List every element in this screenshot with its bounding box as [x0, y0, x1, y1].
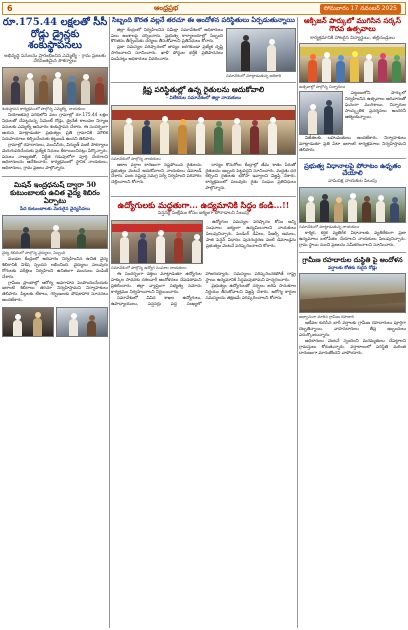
story-paragraph: మండల కేంద్రంలో ఆదివారం నిర్వహించిన ఉచిత వైద్య శిబిరానికి విశేష స్పందన లభించింది. వైద్యులు పలువురు రోగులకు పరీక్షలు నిర్వహించి ఉచితంగా మందులు పంపిణీ చేశారు.: [2, 256, 108, 280]
story-paragraph: ధాన్యం కొనుగోలు కేంద్రాల్లో తేమ శాతం పేరుతో రైతులను ఇబ్బంది పెట్టవద్దని సూచించారు. మద్దతు ధర కల్పించి రైతులకు భరోసా ఇవ్వాలని విజ్ఞప్తి చేశారు. కార్యక్రమంలో పలువురు రైతు సంఘం ప్రతినిధులు పాల్గొన్నారు.: [205, 162, 296, 192]
story-headline: ఉద్యోగులకు మద్దతుగా... ఉద్యమానికి సిద్ధం కండి...!!: [117, 199, 290, 210]
news-story: [299, 257, 406, 357]
photo-caption: ఉత్సవాల్లో పాల్గొన్న చిన్నారులు: [299, 84, 346, 90]
story-subheadline: అభివృద్ధి పనులను ప్రారంభించిన ఎమ్మెల్యే - గ్రామ ప్రజలకు వేగవంతమైన సౌకర్యాలు: [4, 53, 106, 65]
story-paragraph: కార్మిక, కర్షక వ్యతిరేక విధానాలకు వ్యతిరేకంగా ప్రజా ఉద్యమాలు బలోపేతం చేయాలని నాయకులు పిలుపునిచ్చారు. గ్రామ స్థాయి నుంచి ప్రజలను సమీకరించాలని సూచించారు.: [299, 230, 406, 248]
story-paragraph: ప్రభుత్వం ఉద్యోగులతో చర్చలు జరిపి సానుకూల నిర్ణయం తీసుకోవాలని విజ్ఞప్తి చేశారు. ఆరోగ్య కార్డుల సమస్యలను తక్షణమే పరిష్కరించాలని కోరారు.: [205, 283, 296, 301]
news-story: [299, 17, 406, 154]
photo-caption: సమావేశంలో పాల్గొన్న ఉద్యోగ సంఘాల నాయకులు: [111, 264, 187, 270]
story-headline: ఆక్సిజన్ పార్కులో ముగిసిన సర్కస్ గౌరవ ఉత్సవాలు: [303, 16, 402, 34]
news-photo: [2, 307, 54, 337]
story-subheadline: పేద కుటుంబాలకు మెరుగైన వైద్యసేవలు: [20, 207, 90, 212]
news-story: [299, 163, 406, 249]
story-paragraph: ఉద్యోగుల సమస్యల పరిష్కారం కోసం అన్ని సంఘాలు ఐక్యంగా ఉద్యమించాలని నాయకులు పిలుపునిచ్చారు. పెండింగ్ డీఏలు, పీఆర్సీ అమలు, పాత పెన్షన్ విధానం పునరుద్ధరణ వంటి డిమాండ్లను ప్రభుత్వం వెంటనే పరిష్కరించాలని కోరారు.: [206, 219, 296, 249]
story-divider: [2, 176, 108, 177]
story-body: [345, 91, 406, 135]
news-photo: [111, 220, 203, 264]
story-headline: క్లిష్ట పరిస్థితుల్లో ఉన్న రైతులను ఆదుకోవాలి: [142, 85, 265, 95]
story-subheadline: వర్షాలకు కోతకు గురైన రోడ్లు: [328, 265, 377, 271]
story-paragraph: ఇటీవల కురిసిన భారీ వర్షాలకు గ్రామీణ రహదారులు పూర్తిగా దెబ్బతిన్నాయి. వాహనదారులు తీవ్ర ఇబ్బందులు ఎదుర్కొంటున్నారు.: [299, 321, 406, 339]
column-divider: [109, 17, 110, 628]
photo-caption: సమావేశంలో పాల్గొన్న నాయకులు: [111, 155, 161, 161]
story-body: [299, 321, 406, 357]
story-headline: గ్రామీణ రహదారుల దుస్థితి పై ఆందోళన: [302, 256, 403, 265]
story-paragraph: అధికారులు వెంటనే స్పందించి మరమ్మతులు చేపట్టాలని గ్రామస్తులు కోరుతున్నారు. వర్షాకాలంలో పరిస్థితి మరింత దారుణంగా మారుతోందని వాపోయారు.: [299, 339, 406, 357]
news-photo: [2, 215, 108, 249]
photo-caption: వైద్య శిబిరంలో పాల్గొన్న వైద్యులు, సిబ్బంది: [2, 249, 66, 255]
photo-caption: అధ్వానంగా మారిన గ్రామీణ రహదారి: [299, 314, 354, 320]
news-photo: [299, 43, 406, 83]
story-body: [2, 113, 108, 172]
column-divider: [297, 17, 298, 628]
story-paragraph: ఈ సందర్భంగా వక్తలు మాట్లాడుతూ ఉద్యోగుల హక్కుల సాధనకు దశలవారీ ఆందోళనలు చేపడతామని ప్రకటించారు. జిల్లా వ్యాప్తంగా సభ్యత్వ నమోదు కార్యక్రమం నిర్వహించాలని నిర్ణయించారు.: [111, 272, 202, 295]
story-paragraph: సమావేశంలో వివిధ శాఖల ఉద్యోగులు, ఉపాధ్యాయులు, పెన్షనర్లు పెద్ద సంఖ్యలో హాజరయ్యారు. సమస్యలు పరిష్కరించకపోతే రాష్ట్ర స్థాయి ఉద్యమానికి సిద్ధమవుతామని హెచ్చరించారు.: [111, 272, 296, 307]
story-headline: సిబ్బంది కొరత వల్లనే తరచూ ఈ ఆందోళన పరిస్థితులు ఏర్పడుతున్నాయి: [112, 16, 295, 24]
issue-date: సోమవారం 17 నవంబర్ 2025: [320, 4, 401, 14]
story-body: [111, 28, 223, 78]
news-story: [111, 201, 296, 308]
story-subheadline: పెన్షనర్ల సంక్షేమం కోసం ఐక్యంగా పోరాడాలని పిలుపు: [157, 211, 250, 217]
story-headline: ప్రభుత్వ విధానాలపై పోరాటం ఉధృతం చేయాలి: [304, 161, 401, 178]
story-paragraph: గ్రామాల్లో రహదారులు, మంచినీరు, విద్యుత్ వంటి సౌకర్యాలు మెరుగుపరిచేందుకు ప్రత్యేక నిధులు కేటాయించినట్లు పేర్కొన్నారు. పనులు నాణ్యతతో, నిర్ణీత గడువులోగా పూర్తి చేయాలని అధికారులను ఆదేశించారు. కార్యక్రమంలో స్థానిక నాయకులు, అధికారులు, గ్రామ ప్రజలు పాల్గొన్నారు.: [2, 142, 108, 172]
middle-column: [111, 17, 296, 628]
news-story: [111, 86, 296, 192]
story-body: [206, 220, 296, 270]
story-paragraph: విజేతలకు బహుమతులు అందజేశారు. నిర్వాహకులు మాట్లాడుతూ ప్రతి ఏటా ఇలాంటి కార్యక్రమాలు నిర్వహిస్తామని తెలిపారు.: [299, 136, 406, 154]
left-column: [2, 17, 108, 628]
news-photo: [226, 28, 296, 72]
news-photo: [2, 67, 108, 105]
story-body: [111, 163, 296, 193]
page-number: 6: [7, 4, 13, 13]
photo-caption: సమావేశంలో మాట్లాడుతున్న అధికారి: [226, 72, 282, 78]
photo-caption: శంకుస్థాపన కార్యక్రమంలో పాల్గొన్న ఎమ్మెల్యే, నాయకులు: [2, 105, 86, 111]
story-paragraph: జిల్లా కేంద్రంలో నిర్వహించిన సమీక్షా సమావేశంలో అధికారులు పలు అంశాలపై చర్చించారు. ప్రభుత్వ కార్యాలయాల్లో సిబ్బంది కొరతను తీర్చేందుకు చర్యలు తీసుకోవాలని ప్రతినిధులు కోరారు.: [111, 27, 223, 45]
story-headline: రూ.175.44 లక్షలతో సీసీ రోడ్లు డ్రైన్లకు శంకుస్థాపనలు: [2, 17, 108, 51]
news-photo: [299, 273, 406, 313]
story-subheadline: కార్యక్రమానికి హాజరైన విద్యార్థులు, తల్లిదండ్రులు: [310, 35, 395, 41]
story-divider: [299, 158, 406, 159]
story-paragraph: నియోజకవర్గ పరిధిలోని పలు గ్రామాల్లో రూ.175.44 లక్షల నిధులతో చేపట్టనున్న సిమెంట్ రోడ్లు, డ్రైనేజీ కాలువల నిర్మాణ పనులకు ఎమ్మెల్యే ఆదివారం శంకుస్థాపన చేశారు. ఈ సందర్భంగా ఆయన మాట్లాడుతూ ప్రభుత్వం ప్రతి గ్రామానికి మౌలిక సదుపాయాలు కల్పించేందుకు కట్టుబడి ఉందని తెలిపారు.: [2, 113, 108, 142]
story-divider: [111, 82, 296, 83]
page-header: [2, 2, 406, 15]
story-paragraph: గ్రామీణ ప్రాంతాల్లో ఆరోగ్య అవగాహన పెంపొందించేందుకు ఇలాంటి శిబిరాలు తరచూ నిర్వహిస్తామని నిర్వాహకులు తెలిపారు. పిల్లలకు టీకాలు, గర్భిణులకు పోషకాహార సూచనలు అందజేశారు.: [2, 280, 108, 304]
story-divider: [111, 196, 296, 197]
story-subheadline: - విలేకరుల సమావేశంలో జిల్లా నాయకులు: [166, 95, 241, 101]
photo-caption: సమావేశంలో మాట్లాడుతున్న నాయకులు: [299, 223, 360, 229]
news-story: [111, 17, 296, 78]
right-column: [299, 17, 406, 628]
story-subheadline: వామపక్ష నాయకుల పిలుపు: [328, 178, 377, 184]
story-body: [111, 272, 296, 308]
story-headline: మిషన్ ఇంద్రధనుష్ ద్వారా 50 కుటుంబాలకు ఉచిత వైద్య శిబిరం ఏర్పాటు: [10, 179, 100, 205]
news-photo: [299, 187, 406, 223]
story-divider: [299, 252, 406, 253]
news-photo: [299, 91, 343, 135]
newspaper-name: ఆంధ్రప్రభ: [153, 3, 179, 12]
story-paragraph: ప్రజా సమస్యల పరిష్కారంలో జాప్యం జరగకుండా ప్రత్యేక దృష్టి సారించాలని సూచించారు. ఖాళీ పోస్టుల భర్తీకి ప్రతిపాదనలు పంపినట్లు అధికారులు వివరించారు.: [111, 45, 223, 63]
news-story: [2, 17, 108, 172]
story-body: [2, 257, 108, 304]
story-paragraph: అకాల వర్షాల కారణంగా నష్టపోయిన రైతులను ప్రభుత్వం వెంటనే ఆదుకోవాలని నాయకులు డిమాండ్ చేశారు. పంట నష్టంపై సమగ్ర సర్వే నిర్వహించి పరిహారం చెల్లించాలని కోరారు.: [111, 162, 202, 186]
story-paragraph: పట్టణంలోని పార్కులో నిర్వహించిన ఉత్సవాలు ఆదివారంతో ఘనంగా ముగిశాయి. చిన్నారుల సాంస్కృతిక ప్రదర్శనలు అందరినీ ఆకట్టుకున్నాయి.: [345, 91, 406, 121]
news-photo: [56, 307, 108, 337]
news-story: [2, 181, 108, 337]
story-body: [299, 231, 406, 249]
story-body: [299, 136, 406, 154]
news-photo: [111, 105, 296, 155]
